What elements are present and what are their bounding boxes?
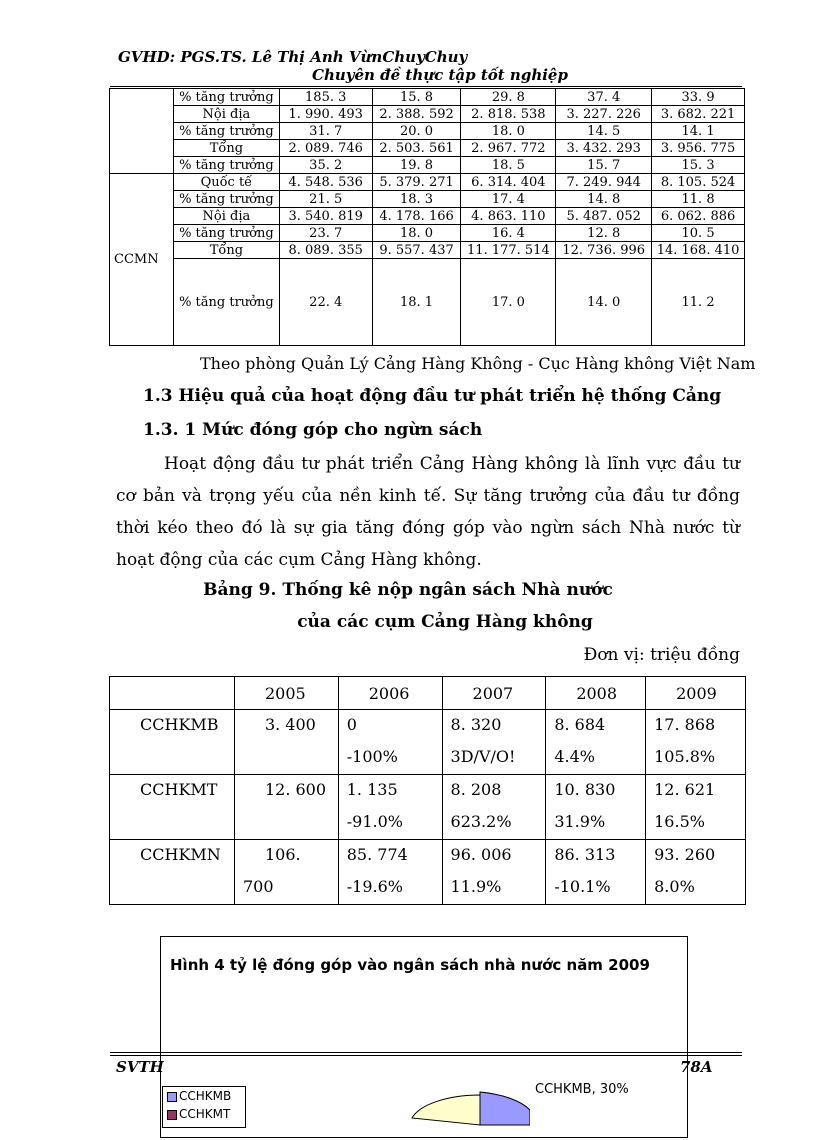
table-row: [110, 242, 745, 259]
year-header: 2008: [546, 677, 646, 710]
cell-value: 8. 320: [450, 715, 502, 734]
table-row: [110, 140, 745, 157]
table-cell: 37. 4: [556, 89, 652, 106]
table-cell: 16. 4: [461, 225, 556, 242]
table-cell: 15. 8: [372, 89, 461, 106]
cell-value: 10. 830: [554, 780, 616, 799]
table-row: [110, 208, 745, 225]
table-row: [110, 225, 745, 242]
table-cell: 35. 2: [279, 157, 372, 174]
cell-growth: [265, 807, 330, 839]
cell-growth: -91.0%: [346, 812, 403, 831]
cell-growth: 3D/V/O!: [450, 747, 516, 766]
row-label: % tăng trưởng: [173, 225, 279, 242]
row-label: [110, 775, 235, 840]
header-blank: [110, 677, 235, 710]
table-cell: 18. 0: [372, 225, 461, 242]
legend-item-cchkmb: [163, 1087, 245, 1105]
table-cell: [546, 710, 646, 775]
header-advisor: GVHD: PGS.TS. Lê Thị Anh VừnChuyChuy: [118, 48, 468, 66]
row-label: Nội địa: [173, 208, 279, 225]
cell-value: 12. 600: [264, 780, 327, 799]
table-row: [110, 89, 745, 106]
table-cell: 4. 178. 166: [372, 208, 461, 225]
row-label: Quốc tế: [173, 174, 279, 191]
cell-value: 93. 260: [654, 845, 716, 864]
legend-swatch-cchkmt: [167, 1110, 177, 1120]
table-row: [110, 157, 745, 174]
table-cell: [442, 840, 546, 905]
table-cell: 18. 0: [461, 123, 556, 140]
header-report-title: Chuyên đề thực tập tốt nghiệp: [312, 66, 568, 84]
row-label: % tăng trưởng: [173, 123, 279, 140]
table-cell: 1. 990. 493: [279, 106, 372, 123]
table-cell: 11. 2: [652, 259, 745, 346]
table-cell: 11. 177. 514: [461, 242, 556, 259]
footer-rule-2: [110, 1055, 742, 1056]
legend-swatch-cchkmb: [167, 1092, 177, 1102]
row-label: Nội địa: [173, 106, 279, 123]
cell-growth: 11.9%: [450, 877, 502, 896]
table-cell: 18. 5: [461, 157, 556, 174]
cell-value: 8. 684: [554, 715, 606, 734]
table-cell: 11. 8: [652, 191, 745, 208]
cell-value: 12. 621: [654, 780, 716, 799]
year-header: 2006: [338, 677, 442, 710]
table-cell: [546, 840, 646, 905]
table-cell: 17. 4: [461, 191, 556, 208]
cell-growth: [265, 742, 330, 774]
table-cell: 14. 8: [556, 191, 652, 208]
cell-growth: 8.0%: [654, 877, 695, 896]
pie-slice-cchkmn: [412, 1095, 480, 1125]
cell-growth: -19.6%: [346, 877, 403, 896]
table-row: [110, 191, 745, 208]
table-cell: 18. 3: [372, 191, 461, 208]
cell-value: 8. 208: [450, 780, 502, 799]
table-cell: 6. 314. 404: [461, 174, 556, 191]
row-label: % tăng trưởng: [173, 191, 279, 208]
table-row: [110, 174, 745, 191]
cell-growth: -100%: [346, 747, 398, 766]
table-cell: 9. 557. 437: [372, 242, 461, 259]
budget-table: [109, 676, 746, 905]
cell-value: 0: [346, 715, 357, 734]
cell-value: 3. 400: [264, 715, 316, 734]
traffic-table: [109, 88, 745, 346]
legend-item-cchkmt: [163, 1105, 245, 1123]
group-cell: [110, 89, 174, 174]
cell-growth: 16.5%: [654, 812, 705, 831]
chart-legend: [162, 1086, 246, 1128]
cell-value: 86. 313: [554, 845, 616, 864]
section-heading-1-3-1: 1.3. 1 Mức đóng góp cho ngừn sách: [143, 420, 483, 440]
table-cell: 2. 503. 561: [372, 140, 461, 157]
table-cell: 15. 7: [556, 157, 652, 174]
table-caption-line2: của các cụm Cảng Hàng không: [297, 612, 593, 632]
table-row: [110, 710, 746, 775]
source-note: Theo phòng Quản Lý Cảng Hàng Không - Cục Hàng không Việt Nam: [200, 354, 756, 373]
group-label: CCMN: [110, 174, 174, 346]
table-cell: 5. 487. 052: [556, 208, 652, 225]
table-cell: 15. 3: [652, 157, 745, 174]
table-cell: [442, 775, 546, 840]
table-cell: 3. 956. 775: [652, 140, 745, 157]
table-cell: 2. 388. 592: [372, 106, 461, 123]
pie-slice-cchkmb: [480, 1092, 530, 1125]
cell-value: 85. 774: [346, 845, 408, 864]
table-cell: 7. 249. 944: [556, 174, 652, 191]
table-cell: 185. 3: [279, 89, 372, 106]
table-cell: 14. 1: [652, 123, 745, 140]
cell-value: 1. 135: [346, 780, 398, 799]
table-cell: 22. 4: [279, 259, 372, 346]
table-cell: 3. 682. 221: [652, 106, 745, 123]
pie-data-label: CCHKMB, 30%: [535, 1082, 629, 1097]
cell-value: 17. 868: [654, 715, 716, 734]
table-cell: 14. 0: [556, 259, 652, 346]
table-cell: 21. 5: [279, 191, 372, 208]
table-cell: [546, 775, 646, 840]
row-label-text: CCHKMB: [140, 715, 219, 734]
row-label-text: CCHKMT: [140, 780, 218, 799]
header-rule: [110, 86, 742, 87]
cell-growth: 105.8%: [654, 747, 716, 766]
pie-chart: [380, 1080, 530, 1140]
row-label: [110, 840, 235, 905]
cell-growth: 700: [242, 877, 274, 896]
table-cell: [234, 710, 338, 775]
table-cell: 5. 379. 271: [372, 174, 461, 191]
table-row: [110, 106, 745, 123]
table-row: [110, 123, 745, 140]
table-cell: 12. 736. 996: [556, 242, 652, 259]
footer-rule: [110, 1052, 742, 1053]
table-cell: [646, 710, 746, 775]
table-cell: [338, 840, 442, 905]
table-row: [110, 259, 745, 346]
table-row: [110, 840, 746, 905]
legend-label: CCHKMT: [179, 1107, 231, 1121]
table-cell: [646, 775, 746, 840]
row-label: % tăng trưởng: [173, 259, 279, 346]
table-cell: 17. 0: [461, 259, 556, 346]
table-cell: 33. 9: [652, 89, 745, 106]
year-header: 2005: [234, 677, 338, 710]
table-cell: 18. 1: [372, 259, 461, 346]
table-cell: 4. 863. 110: [461, 208, 556, 225]
table-cell: 20. 0: [372, 123, 461, 140]
table-cell: 8. 089. 355: [279, 242, 372, 259]
year-header: 2009: [646, 677, 746, 710]
table-cell: 29. 8: [461, 89, 556, 106]
footer-student: SVTH: [116, 1058, 164, 1076]
table-cell: 4. 548. 536: [279, 174, 372, 191]
table-cell: [234, 840, 338, 905]
table-cell: 2. 089. 746: [279, 140, 372, 157]
row-label: [110, 710, 235, 775]
table-cell: 3. 540. 819: [279, 208, 372, 225]
table-cell: 14. 5: [556, 123, 652, 140]
table-cell: 2. 967. 772: [461, 140, 556, 157]
table-cell: 8. 105. 524: [652, 174, 745, 191]
chart-title: Hình 4 tỷ lệ đóng góp vào ngân sách nhà nước năm 2009: [170, 956, 650, 974]
legend-label: CCHKMB: [179, 1089, 232, 1103]
footer-class: 78A: [680, 1058, 713, 1076]
table-caption: Bảng 9. Thống kê nộp ngân sách Nhà nước: [203, 580, 613, 600]
cell-growth: 31.9%: [554, 812, 606, 831]
table-cell: 3. 227. 226: [556, 106, 652, 123]
table-cell: 19. 8: [372, 157, 461, 174]
section-heading-1-3: 1.3 Hiệu quả của hoạt động đầu tư phát triển hệ thống Cảng: [143, 386, 722, 406]
table-cell: 3. 432. 293: [556, 140, 652, 157]
unit-note: Đơn vị: triệu đồng: [583, 645, 740, 665]
table-cell: [646, 840, 746, 905]
table-cell: [338, 710, 442, 775]
table-cell: 14. 168. 410: [652, 242, 745, 259]
year-header: 2007: [442, 677, 546, 710]
body-paragraph: Hoạt động đầu tư phát triển Cảng Hàng không là lĩnh vực đầu tư cơ bản và trọng yếu của nền kinh tế. Sự tăng trưởng của đầu tư đồng thời kéo theo đó là sự gia tăng đóng góp vào ngừn sách Nhà nước từ hoạt động của các cụm Cảng Hàng không.: [116, 454, 740, 570]
cell-value: 96. 006: [450, 845, 512, 864]
cell-value: 106.: [264, 845, 301, 864]
cell-growth: -10.1%: [554, 877, 611, 896]
table-row: [110, 775, 746, 840]
row-label: % tăng trưởng: [173, 157, 279, 174]
table-cell: 23. 7: [279, 225, 372, 242]
table-cell: [234, 775, 338, 840]
table-cell: [442, 710, 546, 775]
table-cell: [338, 775, 442, 840]
table-cell: 2. 818. 538: [461, 106, 556, 123]
row-label-text: CCHKMN: [140, 845, 221, 864]
table-cell: 10. 5: [652, 225, 745, 242]
table-cell: 6. 062. 886: [652, 208, 745, 225]
table-header-row: [110, 677, 746, 710]
cell-growth: 4.4%: [554, 747, 595, 766]
table-cell: 12. 8: [556, 225, 652, 242]
row-label: Tổng: [173, 242, 279, 259]
cell-growth: 623.2%: [450, 812, 512, 831]
row-label: Tổng: [173, 140, 279, 157]
table-cell: 31. 7: [279, 123, 372, 140]
row-label: % tăng trưởng: [173, 89, 279, 106]
